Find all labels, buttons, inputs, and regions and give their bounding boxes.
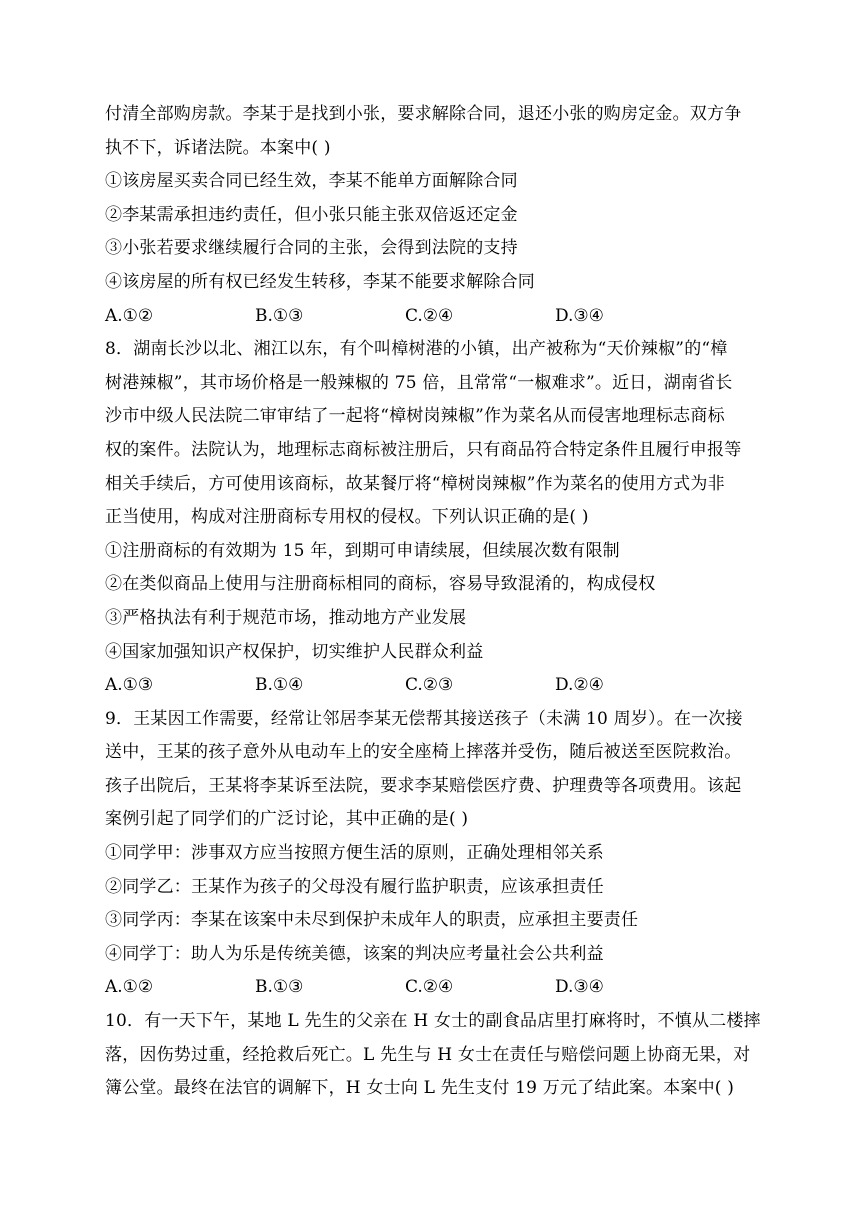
q8-option-d: D.②④ — [555, 675, 604, 696]
q8-statement: ②在类似商品上使用与注册商标相同的商标，容易导致混淆的，构成侵权 — [105, 574, 656, 595]
q9-stem-line: 送中，王某的孩子意外从电动车上的安全座椅上摔落并受伤，随后被送至医院救治。 — [105, 742, 742, 763]
q7-options — [105, 300, 755, 334]
q8-stem-line: 8．湖南长沙以北、湘江以东，有个叫樟树港的小镇，出产被称为“天价辣椒”的“樟 — [105, 339, 728, 360]
q8-statement: ①注册商标的有效期为 15 年，到期可申请续展，但续展次数有限制 — [105, 540, 620, 561]
q10-stem-line: 落，因伤势过重，经抢救后死亡。L 先生与 H 女士在责任与赔偿问题上协商无果，对 — [105, 1044, 751, 1065]
q8-stem-line: 相关手续后，方可使用该商标，故某餐厅将“樟树岗辣椒”作为菜名的使用方式为非 — [105, 473, 725, 494]
q7-stem-line: 执不下，诉诸法院。本案中( ) — [105, 137, 331, 158]
q7-statement: ③小张若要求继续履行合同的主张，会得到法院的支持 — [105, 238, 518, 259]
q9-option-b: B.①③ — [255, 977, 304, 998]
q9-statement: ③同学丙：李某在该案中未尽到保护未成年人的职责，应承担主要责任 — [105, 910, 639, 931]
q9-option-a: A.①② — [105, 977, 154, 998]
q7-stem-line: 付清全部购房款。李某于是找到小张，要求解除合同，退还小张的购房定金。双方争 — [105, 104, 742, 124]
q7-option-b: B.①③ — [255, 305, 304, 326]
q9-statement: ①同学甲：涉事双方应当按照方便生活的原则，正确处理相邻关系 — [105, 843, 604, 864]
q8-stem-line: 沙市中级人民法院二审审结了一起将“樟树岗辣椒”作为菜名从而侵害地理标志商标 — [105, 406, 725, 427]
q9-stem-line: 9．王某因工作需要，经常让邻居李某无偿帮其接送孩子（未满 10 周岁）。在一次接 — [105, 708, 743, 729]
q9-stem-line: 案例引起了同学们的广泛讨论，其中正确的是( ) — [105, 809, 469, 830]
q8-option-a: A.①③ — [105, 675, 154, 696]
question-content — [105, 98, 761, 1106]
q7-statement: ④该房屋的所有权已经发生转移，李某不能要求解除合同 — [105, 271, 535, 292]
q9-options — [105, 971, 755, 1005]
q7-statement: ②李某需承担违约责任，但小张只能主张双倍返还定金 — [105, 204, 518, 225]
q7-option-c: C.②④ — [405, 305, 454, 326]
q9-stem-line: 孩子出院后，王某将李某诉至法院，要求李某赔偿医疗费、护理费等各项费用。该起 — [105, 775, 742, 796]
q9-option-c: C.②④ — [405, 977, 454, 998]
q9-statement: ④同学丁：助人为乐是传统美德，该案的判决应考量社会公共利益 — [105, 943, 604, 964]
q7-option-a: A.①② — [105, 305, 154, 326]
q8-stem-line: 树港辣椒”，其市场价格是一般辣椒的 75 倍，且常常“一椒难求”。近日，湖南省长 — [105, 372, 733, 393]
q8-option-c: C.②③ — [405, 675, 454, 696]
q8-option-b: B.①④ — [255, 675, 304, 696]
q10-stem-line: 10．有一天下午，某地 L 先生的父亲在 H 女士的副食品店里打麻将时，不慎从二楼摔 — [105, 1011, 761, 1032]
q7-statement: ①该房屋买卖合同已经生效，李某不能单方面解除合同 — [105, 171, 518, 192]
q8-options — [105, 669, 755, 703]
q7-option-d: D.③④ — [555, 305, 604, 326]
q9-option-d: D.③④ — [555, 977, 604, 998]
q8-statement: ④国家加强知识产权保护，切实维护人民群众利益 — [105, 641, 484, 662]
q8-stem-line: 正当使用，构成对注册商标专用权的侵权。下列认识正确的是( ) — [105, 507, 589, 528]
q8-stem-line: 权的案件。法院认为，地理标志商标被注册后，只有商品符合特定条件且履行申报等 — [105, 439, 742, 460]
q10-stem-line: 簿公堂。最终在法官的调解下，H 女士向 L 先生支付 19 万元了结此案。本案中( ) — [105, 1078, 735, 1099]
q9-statement: ②同学乙：王某作为孩子的父母没有履行监护职责，应该承担责任 — [105, 876, 604, 897]
q8-statement: ③严格执法有利于规范市场，推动地方产业发展 — [105, 607, 467, 628]
